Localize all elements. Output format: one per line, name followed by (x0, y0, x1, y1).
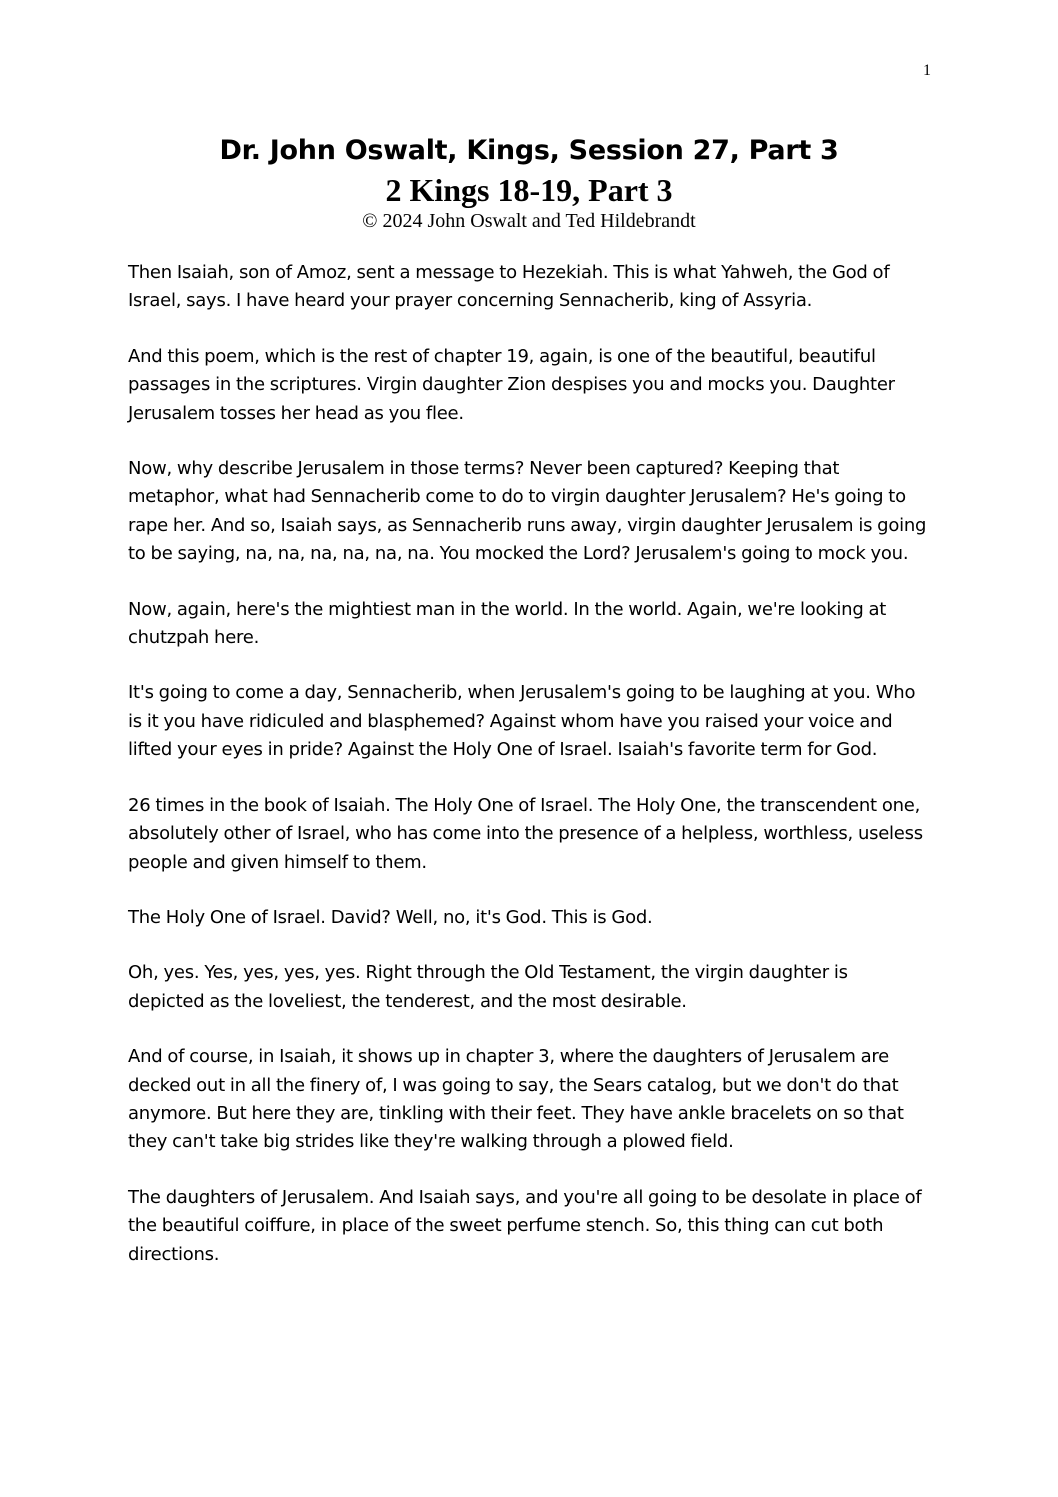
paragraph: The Holy One of Israel. David? Well, no, it's God. This is God. (128, 906, 653, 928)
page-number: 1 (923, 62, 931, 79)
document-subtitle: 2 Kings 18-19, Part 3 (385, 172, 673, 208)
document-title: Dr. John Oswalt, Kings, Session 27, Part 3 (219, 135, 839, 166)
paragraph: And this poem, which is the rest of chapter 19, again, is one of the beautiful, beautiful passages in the scriptures. Virgin daughter Zion despises you and mocks you. Daughter Jerusalem tosses her head as you flee. (128, 345, 895, 424)
document-header (0, 131, 1058, 233)
paragraph: Oh, yes. Yes, yes, yes, yes. Right through the Old Testament, the virgin daughter is depicted as the loveliest, the tenderest, and the most desirable. (128, 962, 848, 1012)
paragraph: The daughters of Jerusalem. And Isaiah says, and you're all going to be desolate in place of the beautiful coiffure, in place of the sweet perfume stench. So, this thing can cut both directions. (128, 1186, 922, 1265)
paragraph: 26 times in the book of Isaiah. The Holy One of Israel. The Holy One, the transcendent one, absolutely other of Israel, who has come into the presence of a helpless, worthless, useless people and given himself to them. (128, 794, 923, 873)
paragraph: And of course, in Isaiah, it shows up in chapter 3, where the daughters of Jerusalem are decked out in all the finery of, I was going to say, the Sears catalog, but we don't do that anymore. But here they are, tinkling with their feet. They have ankle bracelets on so that they can't take big strides like they're walking through a plowed field. (128, 1046, 904, 1153)
paragraph: Now, why describe Jerusalem in those terms? Never been captured? Keeping that metaphor, what had Sennacherib come to do to virgin daughter Jerusalem? He's going to rape her. And so, Isaiah says, as Sennacherib runs away, virgin daughter Jerusalem is going to be saying, na, na, na, na, na, na. You mocked the Lord? Jerusalem's going to mock you. (128, 458, 927, 565)
paragraph: It's going to come a day, Sennacherib, when Jerusalem's going to be laughing at you. Who is it you have ridiculed and blasphemed? Against whom have you raised your voice and lifted your eyes in pride? Against the Holy One of Israel. Isaiah's favorite term for God. (128, 682, 916, 761)
copyright-notice: © 2024 John Oswalt and Ted Hildebrandt (362, 210, 696, 232)
paragraph: Then Isaiah, son of Amoz, sent a message to Hezekiah. This is what Yahweh, the God of Israel, says. I have heard your prayer concerning Sennacherib, king of Assyria. (128, 262, 890, 312)
document-body (128, 259, 928, 1296)
paragraph: Now, again, here's the mightiest man in the world. In the world. Again, we're looking at chutzpah here. (128, 598, 887, 649)
